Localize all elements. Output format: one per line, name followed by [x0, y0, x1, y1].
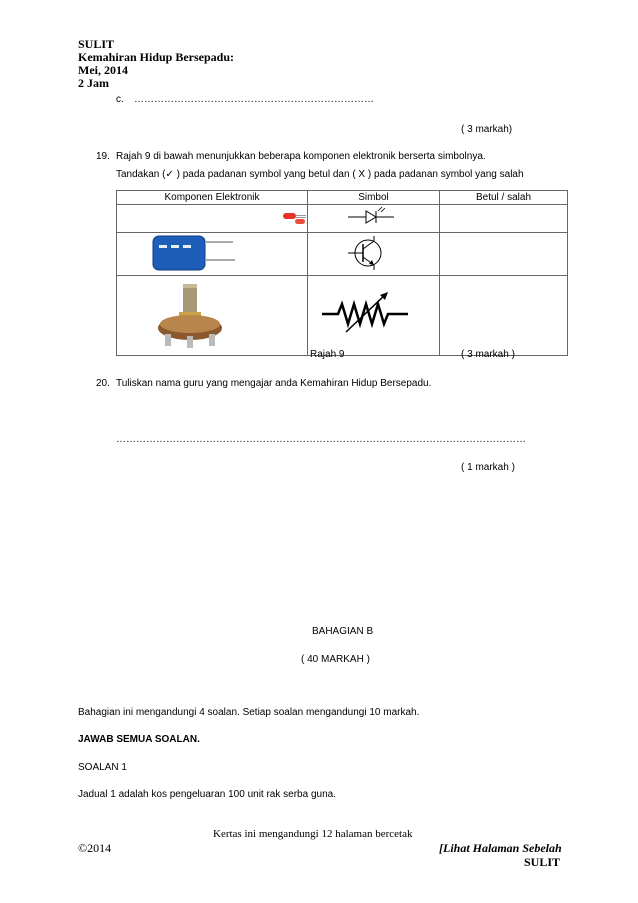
q19-marks: ( 3 markah ) [461, 349, 515, 360]
q19-text-1: Rajah 9 di bawah menunjukkan beberapa komponen elektronik berserta simbolnya. [116, 151, 486, 162]
section-b-instruction: JAWAB SEMUA SOALAN. [78, 734, 200, 745]
item-c-label: c. [116, 94, 124, 105]
q20-number: 20. [96, 378, 110, 389]
row3-component [117, 276, 308, 356]
marks-3-a: ( 3 markah) [461, 124, 513, 135]
capacitor-image [117, 233, 307, 272]
question-1-label: SOALAN 1 [78, 762, 127, 773]
section-b-intro: Bahagian ini mengandungi 4 soalan. Setiap soalan mengandungi 10 markah. [78, 707, 420, 718]
item-c-answer-line: ……………………………………………………………… [134, 94, 374, 105]
led-image [117, 205, 307, 229]
col-header-symbol: Simbol [308, 191, 440, 205]
component-table [116, 190, 568, 356]
row3-answer[interactable] [440, 276, 568, 356]
variable-resistor-symbol-icon [308, 276, 439, 352]
col-header-answer: Betul / salah [440, 191, 568, 205]
transistor-symbol-icon [308, 233, 439, 272]
potentiometer-image [117, 276, 307, 352]
header-subject: Kemahiran Hidup Bersepadu: [78, 50, 235, 64]
header-sulit: SULIT [78, 37, 115, 51]
footer-page-count: Kertas ini mengandungi 12 halaman bercetak [213, 828, 413, 840]
footer-next-page: [Lihat Halaman Sebelah [439, 841, 562, 855]
row1-symbol [308, 205, 440, 233]
row2-symbol [308, 233, 440, 276]
col-header-component: Komponen Elektronik [117, 191, 308, 205]
q19-text-2: Tandakan (✓ ) pada padanan symbol yang betul dan ( X ) pada padanan symbol yang salah [116, 169, 524, 180]
q19-number: 19. [96, 151, 110, 162]
q20-marks: ( 1 markah ) [461, 462, 515, 473]
header-duration: 2 Jam [78, 76, 109, 90]
row3-symbol [308, 276, 440, 356]
rajah-9-caption: Rajah 9 [310, 349, 345, 360]
section-b-title: BAHAGIAN B [312, 626, 374, 637]
section-b-marks: ( 40 MARKAH ) [301, 654, 370, 665]
footer-sulit: SULIT [524, 855, 561, 869]
q20-answer-line[interactable]: …………………………………………………………………………………………………………… [116, 434, 526, 445]
row2-component [117, 233, 308, 276]
footer-copyright: ©2014 [78, 841, 112, 855]
row2-answer[interactable] [440, 233, 568, 276]
q20-text: Tuliskan nama guru yang mengajar anda Kemahiran Hidup Bersepadu. [116, 378, 432, 389]
row1-answer[interactable] [440, 205, 568, 233]
diode-symbol-icon [308, 205, 439, 229]
row1-component [117, 205, 308, 233]
header-date: Mei, 2014 [78, 63, 128, 77]
question-1-text: Jadual 1 adalah kos pengeluaran 100 unit rak serba guna. [78, 789, 336, 800]
